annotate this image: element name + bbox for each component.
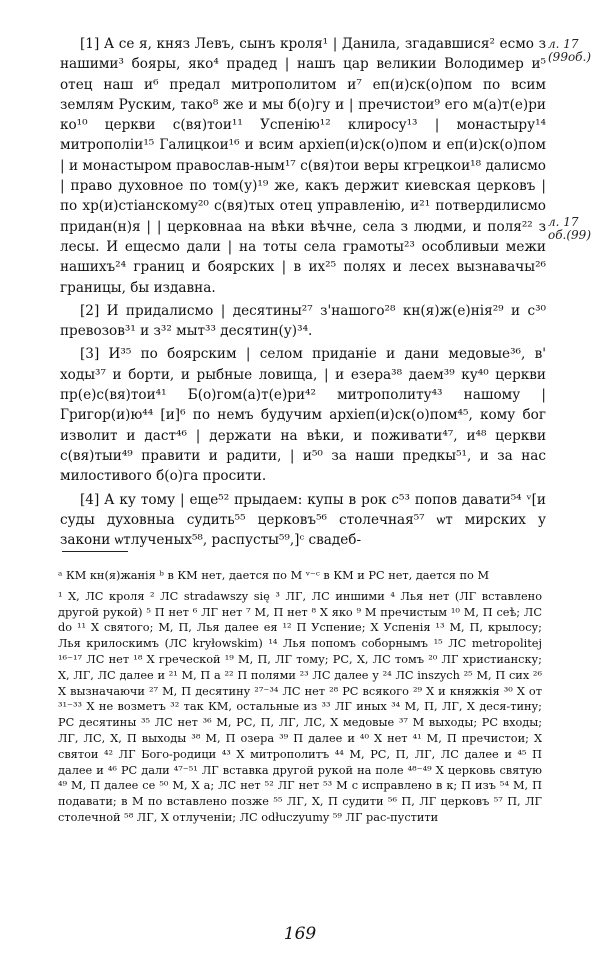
- paragraph-1: [1] А се я, княз Левъ, сынъ кроля¹ | Данила, згадавшися² есмо з нашими³ бояры, яко⁴ прадед | нашъ цар великии Володимер и⁵ отец наш и⁶ предал митрополитом и⁷ еп(и)ск(о)пом по всим землям Руским, тако⁸ же и мы б(о)гу и | пречистои⁹ его м(а)т(е)ри ко¹⁰ церкви с(вя)тои¹¹ Успенію¹² клиросу¹³ | монастыру¹⁴ митрополіи¹⁵ Галицкои¹⁶ и всим архіеп(и)ск(о)пом и еп(и)ск(о)пом | и монастыром православ-ным¹⁷ с(вя)тои веры кгрецкои¹⁸ далисмо | право духовное по том(у)¹⁹ же, какъ держит киевская церковъ | по хр(и)стіанскому²⁰ с(вя)тых отец управленію, и²¹ потвердилисмо придан(н)я | | церковнаа на вѣки вѣчне, села з людми, и поля²² з лесы. И ещесмо дали | на тоты села грамоты²³ особливыи межи нашихъ²⁴ границ и боярских | в их²⁵ полях и лесех вызнавачы²⁶ границы, бы издавна.: [60, 36, 546, 296]
- footnotes-letters: ᵃ КМ кн(я)жанія ᵇ в КМ нет, дается по М ᵛ⁻ᶜ в КМ и РС нет, дается по М: [58, 569, 490, 582]
- paragraph-3: [3] И³⁵ по боярским | селом приданіе и дани медовые³⁶, в' ходы³⁷ и борти, и рыбные ловища, | и езера³⁸ даем³⁹ ку⁴⁰ церкви пр(е)с(вя)тои⁴¹ Б(о)гом(а)т(е)ри⁴² митрополиту⁴³ нашому | Григор(и)ю⁴⁴ [и]⁶ по немъ будучим архіеп(и)ск(о)пом⁴⁵, кому бог изволит и даст⁴⁶ | держати на вѣки, и поживати⁴⁷, и⁴⁸ церкви с(вя)тыи⁴⁹ правити и радити, | и⁵⁰ за наши предкы⁵¹, и за нас милостивого б(о)га просити.: [60, 346, 546, 485]
- paragraph-4: [4] А ку тому | еще⁵² прыдаем: купы в рок с⁵³ попов давати⁵⁴ ᵛ[и суды духовныа судить⁵⁵ церковъ⁵⁶ столечная⁵⁷ ѡт мирских у закони ѡтлученых⁵⁸, распусты⁵⁹,]ᶜ свадеб-: [60, 491, 546, 549]
- page-number: 169: [283, 924, 317, 944]
- footnotes: [58, 568, 542, 831]
- margin-note-folio-1: л. 17 (99об.): [548, 37, 591, 64]
- footnote-divider: [62, 551, 128, 552]
- footnotes-numbers: ¹ Х, ЛС кроля ² ЛС stradawszy się ³ ЛГ, ЛС иншими ⁴ Лья нет (ЛГ вставлено другой рукой) ⁵ П нет ⁶ ЛГ нет ⁷ М, П нет ⁸ Х яко ⁹ М пречистым ¹⁰ М, П сеѣ; ЛС do ¹¹ Х святого; М, П, Лья далее ея ¹² П Успение; Х Успенія ¹³ М, П, крылосу; Лья крилоскимъ (ЛС kryłowskim) ¹⁴ Лья попомъ соборнымъ ¹⁵ ЛС metropolitej ¹⁶⁻¹⁷ ЛС нет ¹⁸ Х греческой ¹⁹ М, П, ЛГ тому; РС, Х, ЛС томъ ²⁰ ЛГ христианску; Х, ЛГ, ЛС далее и ²¹ М, П а ²² П полями ²³ ЛС далее у ²⁴ ЛС inszych ²⁵ М, П сих ²⁶ Х вызначаючи ²⁷ М, П десятину ²⁷⁻³⁴ ЛС нет ²⁸ РС всякого ²⁹ Х и княжкія ³⁰ Х от ³¹⁻³³ Х не возметъ ³² так КМ, остальные из ³³ ЛГ иных ³⁴ М, П, ЛГ, Х деся-тину; РС десятины ³⁵ ЛС нет ³⁶ М, РС, П, ЛГ, ЛС, Х медовые ³⁷ М выходы; РС входы; ЛГ, ЛС, Х, П выходы ³⁸ М, П озера ³⁹ П далее и ⁴⁰ Х нет ⁴¹ М, П пречистои; Х святои ⁴² ЛГ Бого-родици ⁴³ Х митрополитъ ⁴⁴ М, РС, П, ЛГ, ЛС далее и ⁴⁵ П далее и ⁴⁶ РС дали ⁴⁷⁻⁵¹ ЛГ вставка другой рукой на поле ⁴⁸⁻⁴⁹ Х церковь святую ⁴⁹ М, П далее се ⁵⁰ М, Х а; ЛС нет ⁵² ЛГ нет ⁵³ М с исправлено в к; П изъ ⁵⁴ М, П подавати; в М по вставлено позже ⁵⁵ ЛГ, Х, П судити ⁵⁶ П, ЛГ церковъ ⁵⁷ П, ЛГ столечной ⁵⁸ ЛГ, Х отлученіи; ЛС odłuczyumy ⁵⁹ ЛГ рас-пустити: [58, 589, 542, 824]
- main-text: [60, 34, 546, 553]
- margin-note-folio-2: л. 17 об.(99): [548, 215, 591, 242]
- paragraph-2: [2] И придалисмо | десятины²⁷ з'нашого²⁸ кн(я)ж(е)нія²⁹ и с³⁰ превозов³¹ и з³² мыт³³ десятин(у)³⁴.: [60, 302, 546, 340]
